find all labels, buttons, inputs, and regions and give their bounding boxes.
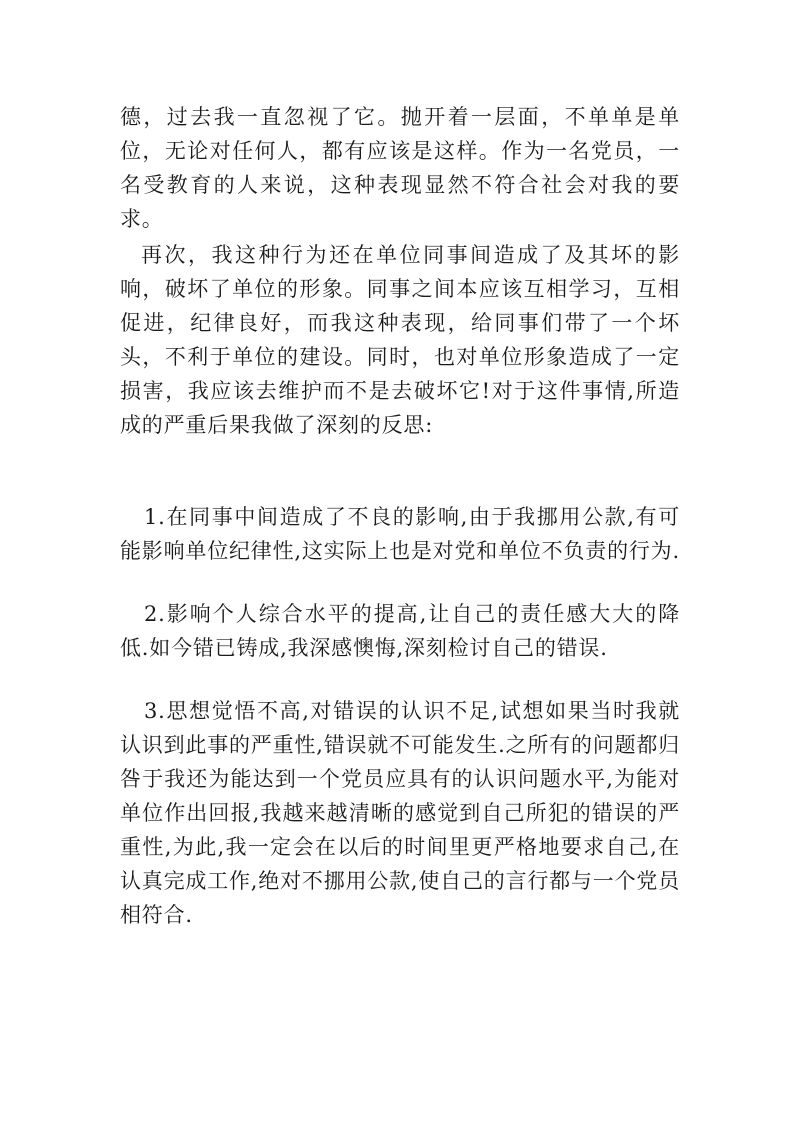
paragraph-continuation: 德，过去我一直忽视了它。抛开着一层面，不单单是单位，无论对任何人，都有应该是这样。作为一名党员，一名受教育的人来说，这种表现显然不符合社会对我的要求。: [120, 105, 680, 231]
list-item-2: 2.影响个人综合水平的提高,让自己的责任感大大的降低.如今错已铸成,我深感懊悔,深刻检讨自己的错误.: [120, 602, 680, 660]
paragraph-impact: 再次，我这种行为还在单位同事间造成了及其坏的影响，破坏了单位的形象。同事之间本应该互相学习，互相促进，纪律良好，而我这种表现，给同事们带了一个坏头，不利于单位的建设。同时，也对单位形象造成了一定损害，我应该去维护而不是去破坏它!对于这件事情,所造成的严重后果我做了深刻的反思:: [120, 243, 680, 437]
list-item-1: 1.在同事中间造成了不良的影响,由于我挪用公款,有可能影响单位纪律性,这实际上也是对党和单位不负责的行为.: [120, 505, 680, 563]
list-item-3: 3.思想觉悟不高,对错误的认识不足,试想如果当时我就认识到此事的严重性,错误就不可能发生.之所有的问题都归咎于我还为能达到一个党员应具有的认识问题水平,为能对单位作出回报,我越来越清晰的感觉到自己所犯的错误的严重性,为此,我一定会在以后的时间里更严格地要求自己,在认真完成工作,绝对不挪用公款,使自己的言行都与一个党员相符合.: [120, 699, 680, 927]
